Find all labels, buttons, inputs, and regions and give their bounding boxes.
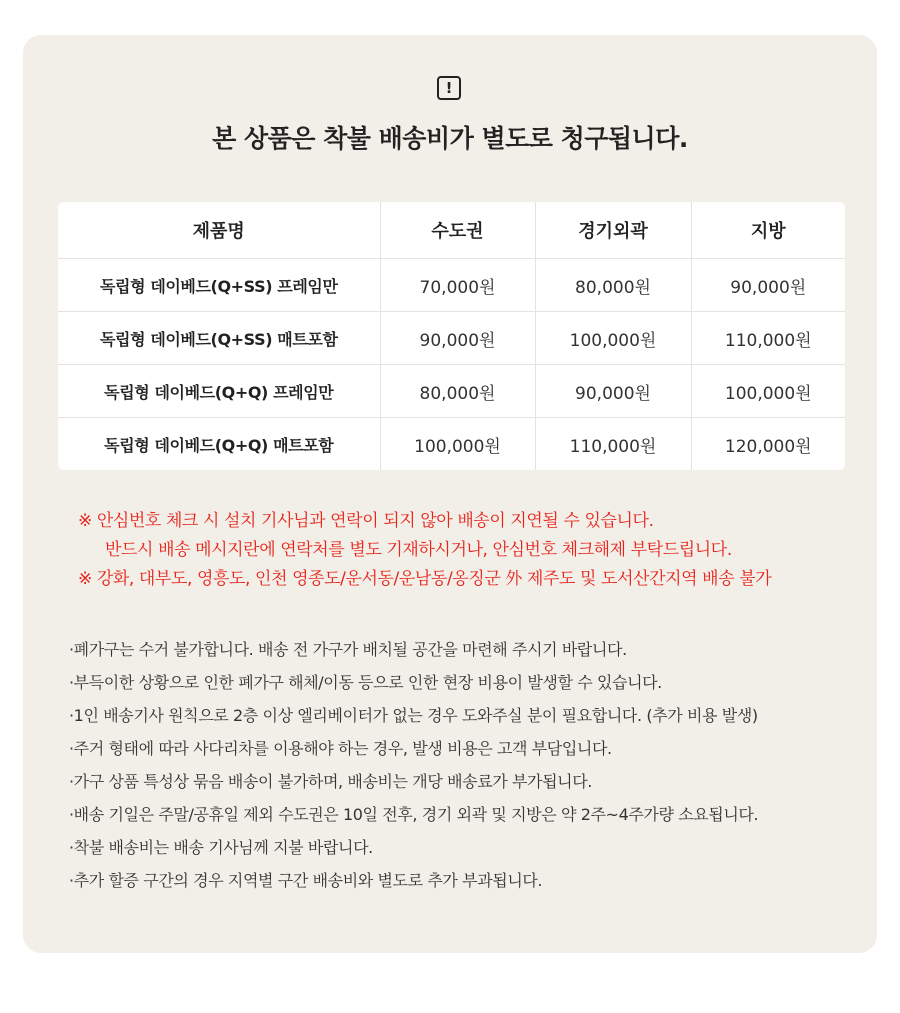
list-item: ·부득이한 상황으로 인한 폐가구 해체/이동 등으로 인한 현장 비용이 발생할 수 있습니다. bbox=[69, 673, 662, 692]
price-cell: 100,000원 bbox=[380, 418, 535, 471]
price-cell: 80,000원 bbox=[535, 259, 691, 312]
price-cell: 100,000원 bbox=[535, 312, 691, 365]
price-cell: 90,000원 bbox=[535, 365, 691, 418]
list-item: ·가구 상품 특성상 묶음 배송이 불가하며, 배송비는 개당 배송료가 부가됩니다. bbox=[69, 772, 592, 791]
table-row bbox=[58, 259, 845, 312]
list-item: ·주거 형태에 따라 사다리차를 이용해야 하는 경우, 발생 비용은 고객 부담입니다. bbox=[69, 739, 612, 758]
price-cell: 110,000원 bbox=[691, 312, 845, 365]
product-name-cell: 독립형 데이베드(Q+Q) 프레임만 bbox=[58, 365, 380, 418]
price-cell: 120,000원 bbox=[724, 436, 812, 457]
product-name-cell: 독립형 데이베드(Q+Q) 매트포함 bbox=[58, 418, 380, 471]
delivery-info-list bbox=[69, 633, 859, 897]
notice-line: ※ 안심번호 체크 시 설치 기사님과 연락이 되지 않아 배송이 지연될 수 있습니다. bbox=[78, 511, 654, 531]
page-title: 본 상품은 착불 배송비가 별도로 청구됩니다. bbox=[212, 124, 688, 153]
price-cell: 70,000원 bbox=[380, 259, 535, 312]
product-name-cell: 독립형 데이베드(Q+SS) 프레임만 bbox=[58, 259, 380, 312]
exclamation-box-icon: ! bbox=[437, 76, 461, 100]
list-item: ·1인 배송기사 원칙으로 2층 이상 엘리베이터가 없는 경우 도와주실 분이 필요합니다. (추가 비용 발생) bbox=[69, 706, 758, 725]
notice-line: 반드시 배송 메시지란에 연락처를 별도 기재하시거나, 안심번호 체크해제 부탁드립니다. bbox=[105, 540, 732, 560]
list-item: ·배송 기일은 주말/공휴일 제외 수도권은 10일 전후, 경기 외곽 및 지방은 약 2주~4주가량 소요됩니다. bbox=[69, 805, 759, 824]
shipping-fee-table bbox=[58, 202, 845, 470]
list-item: ·추가 할증 구간의 경우 지역별 구간 배송비와 별도로 추가 부과됩니다. bbox=[69, 871, 543, 890]
column-header-gyeonggi-outskirts: 경기외곽 bbox=[535, 202, 691, 259]
warning-notice bbox=[78, 507, 868, 594]
column-header-regional: 지방 bbox=[691, 202, 845, 259]
table-row bbox=[58, 312, 845, 365]
column-header-product: 제품명 bbox=[58, 202, 380, 259]
shipping-notice-card bbox=[23, 35, 877, 953]
price-cell: 100,000원 bbox=[691, 365, 845, 418]
product-name-cell: 독립형 데이베드(Q+SS) 매트포함 bbox=[58, 312, 380, 365]
notice-line: ※ 강화, 대부도, 영흥도, 인천 영종도/운서동/운남동/옹징군 外 제주도 및 도서산간지역 배송 불가 bbox=[78, 569, 772, 589]
list-item: ·착불 배송비는 배송 기사님께 지불 바랍니다. bbox=[69, 838, 373, 857]
table-header-row bbox=[58, 202, 845, 259]
column-header-capital-area: 수도권 bbox=[380, 202, 535, 259]
price-cell: 90,000원 bbox=[380, 312, 535, 365]
table-row bbox=[58, 418, 845, 471]
price-cell: 80,000원 bbox=[380, 365, 535, 418]
price-cell: 90,000원 bbox=[691, 259, 845, 312]
table-row bbox=[58, 365, 845, 418]
price-cell: 110,000원 bbox=[535, 418, 691, 471]
list-item: ·폐가구는 수거 불가합니다. 배송 전 가구가 배치될 공간을 마련해 주시기 바랍니다. bbox=[69, 640, 627, 659]
